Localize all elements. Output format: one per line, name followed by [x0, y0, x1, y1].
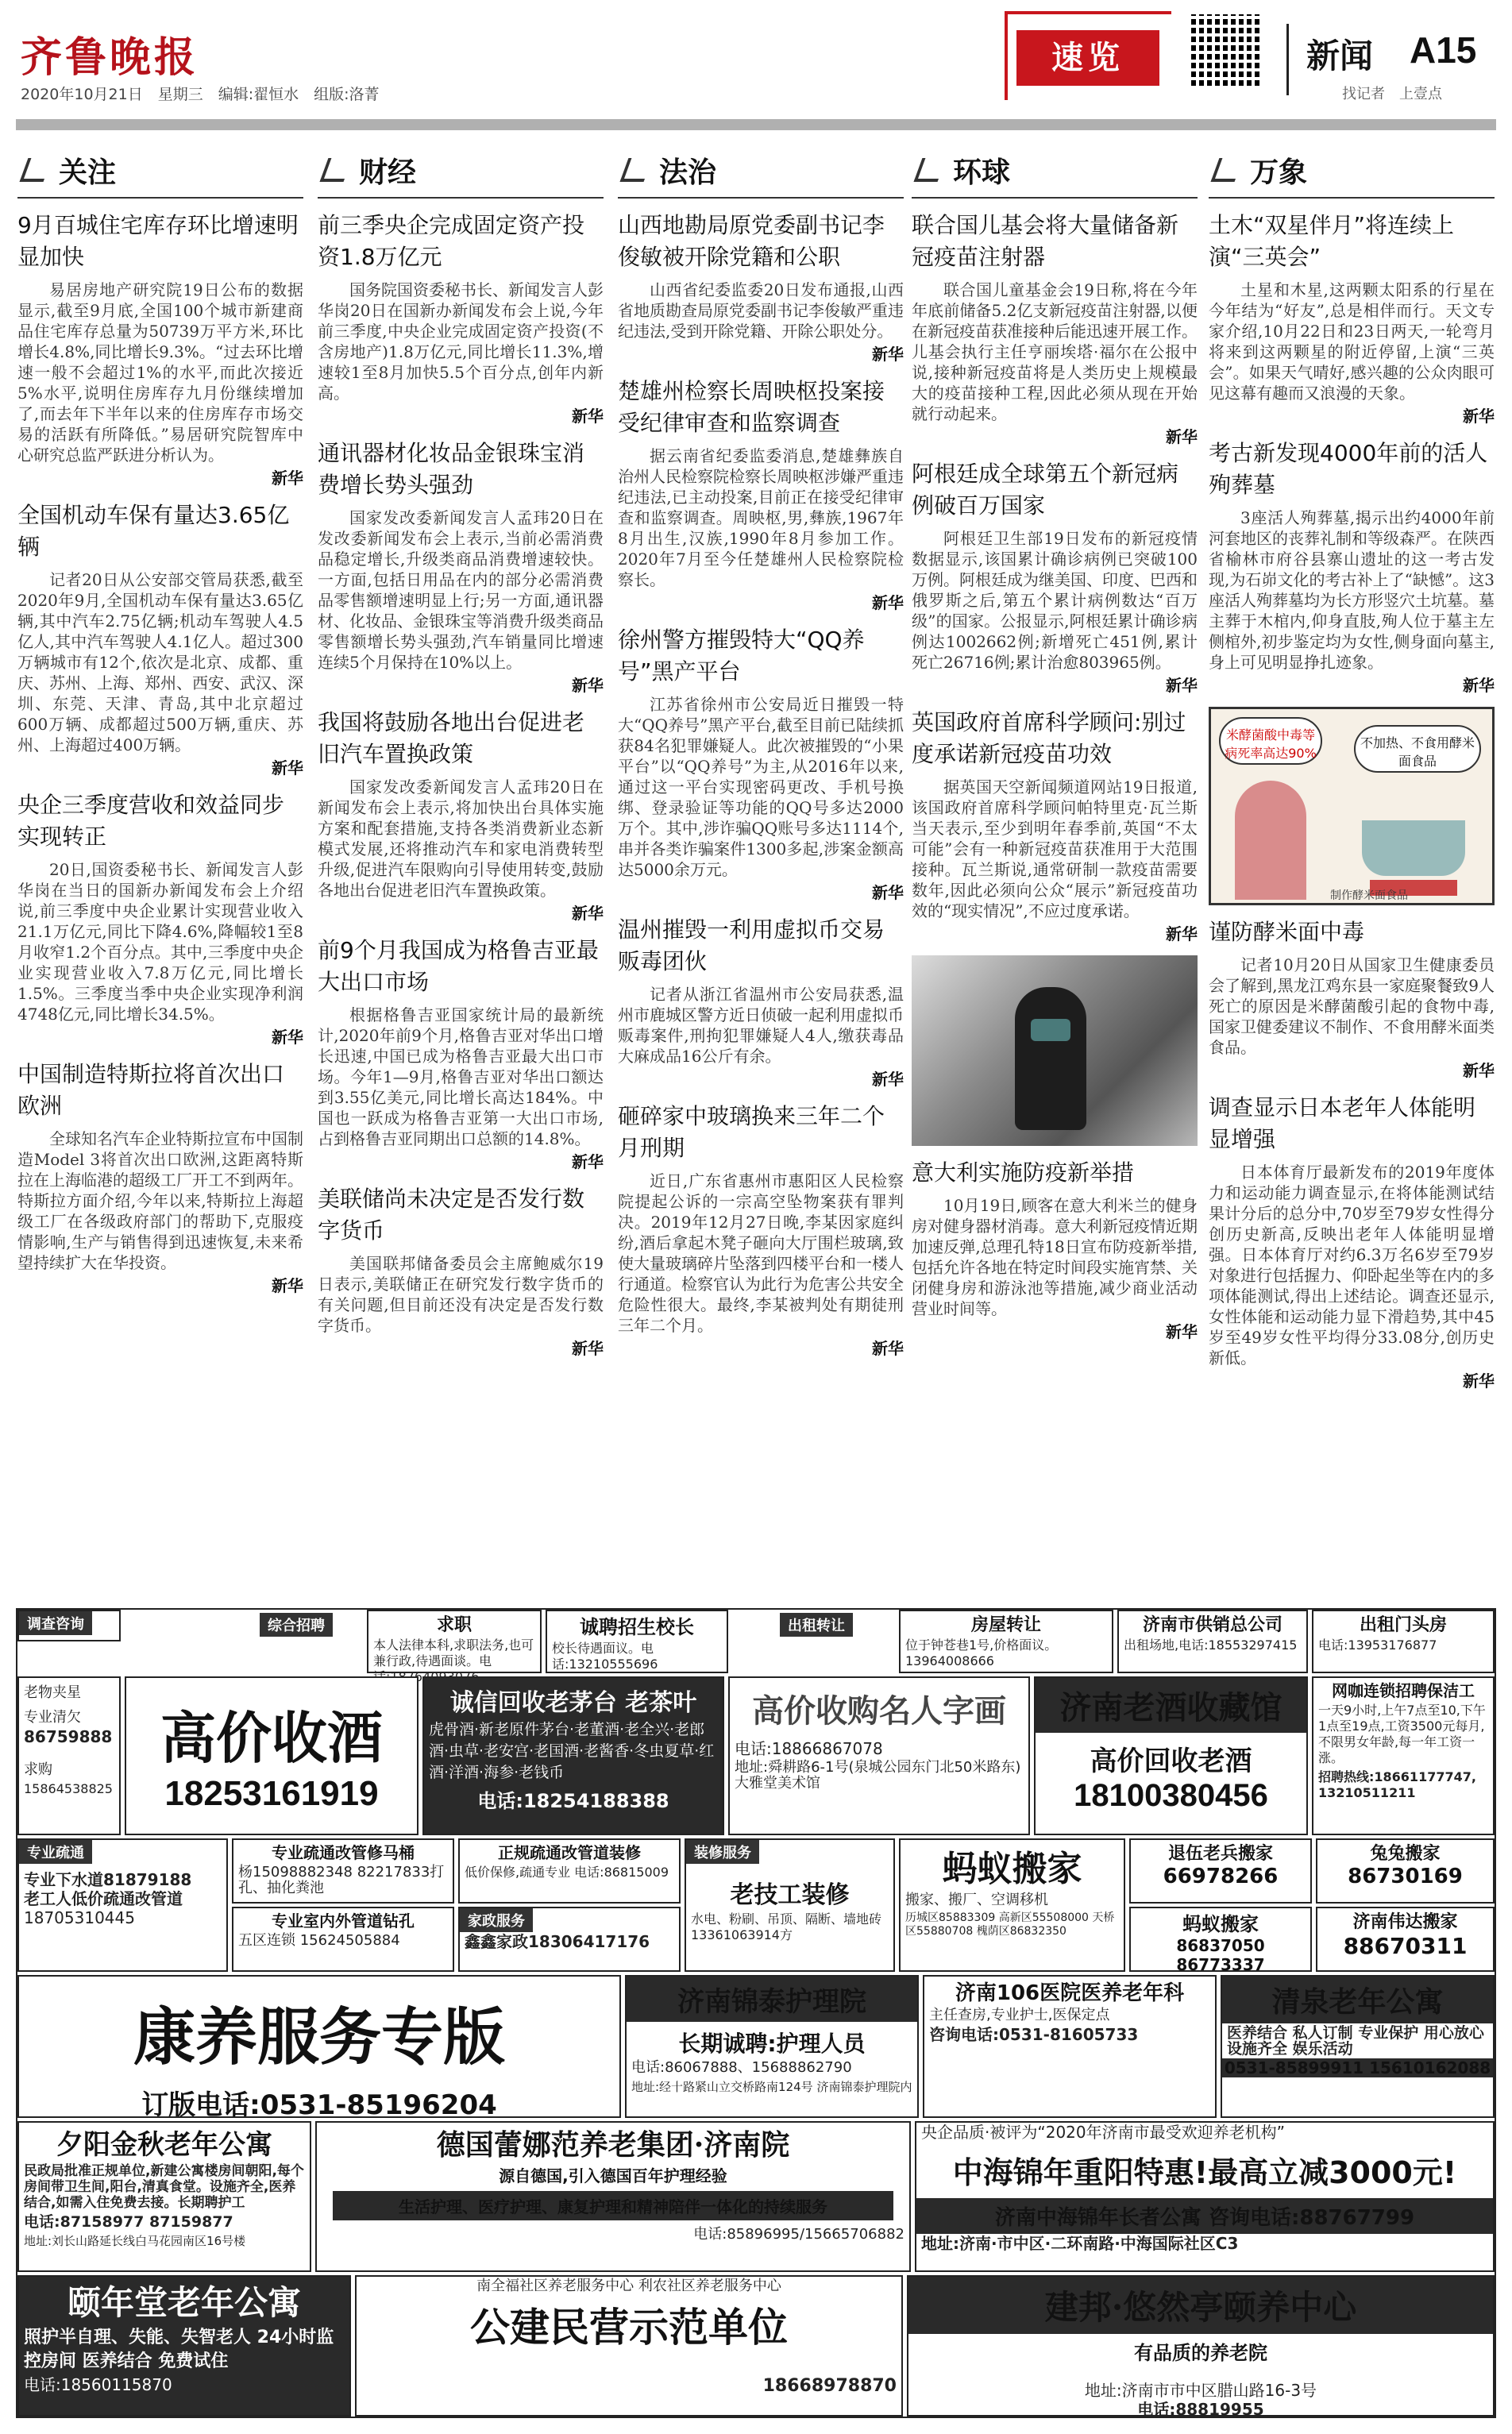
- article-body: 据云南省纪委监委消息,楚雄彝族自治州人民检察院检察长周映枢涉嫌严重违纪违法,已主动投案,目前正在接受纪律审查和监察调查。周映枢,男,彝族,1967年8月出生,汉族,1990年8月参加工作。2020年7月至今任楚雄州人民检察院检察长。: [618, 446, 904, 589]
- article: [318, 438, 604, 696]
- ad-rabbit-moving: 兔兔搬家 86730169: [1316, 1838, 1495, 1904]
- headline: 全国机动车保有量达3.65亿辆: [17, 502, 290, 560]
- column-fazhi: [618, 143, 904, 1359]
- ad-renovation: 装修服务 老技工装修 水电、粉刷、吊顶、隔断、墙地砖13361063914方: [685, 1838, 895, 1972]
- corner-mark-icon: [914, 158, 947, 182]
- headline: 前三季央企完成固定资产投资1.8万亿元: [318, 212, 585, 270]
- byline: 新华: [872, 1339, 904, 1358]
- byline: 新华: [872, 345, 904, 364]
- article-body: 据英国天空新闻频道网站19日报道,该国政府首席科学顾问帕特里克·瓦兰斯当天表示,至少到明年春季前,英国“不太可能”会有一种新冠疫苗获准用于大范围接种。瓦兰斯说,通常研制一款疫苗需要数年,因此必须向公众“展示”新冠疫苗功效的“现实情况”,不应过度承诺。: [912, 777, 1198, 920]
- article: [318, 707, 604, 924]
- article: [618, 624, 904, 903]
- article: [1209, 210, 1495, 426]
- article: [318, 1183, 604, 1359]
- article-body: 江苏省徐州市公安局近日摧毁一特大“QQ养号”黑产平台,截至目前已陆续抓获84名犯罪嫌疑人。此次被摧毁的“小果平台”以“QQ养号”为主,从2016年以来,通过这一平台实现密码更改、手机号换绑、登录验证等功能的QQ号多达2000万个。其中,涉诈骗QQ账号多达1114个,串并各类诈骗案件1300多起,涉案金额高达5000余万元。: [618, 695, 904, 879]
- article-body: 国家发改委新闻发言人孟玮20日在发改委新闻发布会上表示,当前必需消费品稳定增长,升级类商品消费增速较快。一方面,包括日用品在内的部分必需消费品零售额增速明显上行;另一方面,通讯器材、化妆品、金银珠宝等消费升级类商品零售额增长势头强劲,汽车销量同比增速连续5个月保持在10%以上。: [318, 508, 604, 672]
- article-body: 近日,广东省惠州市惠阳区人民检察院提起公诉的一宗高空坠物案获有罪判决。2019年12月27日晚,李某因家庭纠纷,酒后拿起木凳子砸向大厅围栏玻璃,致使大量玻璃碎片坠落到四楼平台和一楼人行通道。检察官认为此行为危害公共安全危险性很大。最终,李某被判处有期徒刑三年二个月。: [618, 1171, 904, 1335]
- byline: 新华: [272, 1276, 303, 1295]
- ad-public-demonstration: 南全福社区养老服务中心 利农社区养老服务中心 公建民营示范单位 18668978870: [355, 2275, 903, 2417]
- byline: 新华: [872, 1070, 904, 1089]
- article-body: 全球知名汽车企业特斯拉宣布中国制造Model 3将首次出口欧洲,这距离特斯拉在上海临港的超级工厂开工不到两年。特斯拉方面介绍,今年以来,特斯拉上海超级工厂在各级政府部门的帮助下,克服疫情影响,生产与销售得到迅速恢复,未来希望持续扩大在华投资。: [17, 1129, 303, 1272]
- article: [618, 376, 904, 613]
- ad-housekeeping: 家政服务 鑫鑫家政18306417176: [458, 1907, 681, 1972]
- headline: 土木“双星伴月”将连续上演“三英会”: [1209, 212, 1455, 270]
- headline: 中国制造特斯拉将首次出口欧洲: [17, 1061, 285, 1119]
- classified-ads: [16, 1608, 1496, 2418]
- article: [912, 210, 1198, 447]
- headline: 考古新发现4000年前的活人殉葬墓: [1209, 440, 1488, 498]
- ad-elderly-care-banner: 康养服务专版 订版电话:0531-85196204: [17, 1975, 621, 2118]
- ad-maotai-recycle: 诚信回收老茅台 老茶叶 虎骨酒·新老原件茅台·老董酒·老全兴·老郎酒·虫草·老安宫·老国酒·老酱香·冬虫夏草·红酒·洋酒·海参·老钱币 电话:18254188388: [422, 1676, 724, 1835]
- article: [912, 458, 1198, 696]
- dateline: 2020年10月21日 星期三 编辑:翟恒水 组版:洛菁: [21, 86, 380, 103]
- ad-house-transfer: 房屋转让 位于钟苍巷1号,价格面议。13964008666: [899, 1610, 1113, 1673]
- speech-bubble: 米酵菌酸中毒等病死率高达90%: [1219, 717, 1322, 765]
- headline: 美联储尚未决定是否发行数字货币: [318, 1186, 585, 1244]
- article-body: 美国联邦储备委员会主席鲍威尔19日表示,美联储正在研究发行数字货币的有关问题,但目前还没有决定是否发行数字货币。: [318, 1254, 604, 1335]
- ad-ant-moving: 蚂蚁搬家 搬家、搬厂、空调移机 历城区85883309 高新区55508000 天桥区55880708 槐荫区86832350: [899, 1838, 1125, 1972]
- headline: 调查显示日本老年人体能明显增强: [1209, 1094, 1476, 1152]
- cartoon-illustration: [1209, 707, 1495, 905]
- speech-bubble: 不加热、不食用酵米面食品: [1354, 725, 1481, 773]
- editor-line: 找记者 上壹点: [1342, 86, 1442, 102]
- ad-calligraphy-buying: 高价收购名人字画 电话:18866867078 地址:舜耕路6-1号(泉城公园东门北50米路东)大雅堂美术馆: [728, 1676, 1030, 1835]
- ad-old-wine-museum: 济南老酒收藏馆 高价回收老酒 18100380456: [1034, 1676, 1308, 1835]
- column-header: 万象: [1209, 143, 1495, 199]
- byline: 新华: [872, 883, 904, 902]
- article-body: 记者10月20日从国家卫生健康委员会了解到,黑龙江鸡东县一家庭聚餐致9人死亡的原因是米酵菌酸引起的食物中毒,国家卫健委建议不制作、不食用酵米面类食品。: [1209, 955, 1495, 1057]
- article: [318, 935, 604, 1172]
- ad-toilet-repair: 专业疏通改管修马桶 杨15098882348 82217833打孔、抽化粪池: [232, 1838, 454, 1904]
- headline: 楚雄州检察长周映枢投案接受纪律审查和监察调查: [618, 378, 885, 436]
- newspaper-logo: 齐鲁晚报: [21, 33, 199, 82]
- section-tag: 速览: [1016, 30, 1159, 86]
- byline: 新华: [1166, 676, 1198, 695]
- person-figure: [1015, 987, 1086, 1130]
- byline: 新华: [1463, 1371, 1495, 1391]
- column-header: 关注: [17, 143, 303, 199]
- mask-shape: [1031, 1019, 1070, 1041]
- byline: 新华: [1166, 427, 1198, 446]
- headline: 通讯器材化妆品金银珠宝消费增长势头强劲: [318, 440, 585, 498]
- ad-job-seeking: 求职 本人法律本科,求职法务,也可兼行政,待遇面谈。电 87640: [367, 1610, 542, 1673]
- column-header: 财经: [318, 143, 604, 199]
- byline: 新华: [1463, 676, 1495, 695]
- ad-pipe-repair: 正规疏通改管道装修 低价保修,疏通专业 电话:86815009: [458, 1838, 681, 1904]
- ad-renafan-group: 德国蕾娜范养老集团·济南院 源自德国,引入德国百年护理经验 生活护理、医疗护理、康复护理和精神陪伴一体化的持续服务 电话:85896995/15665706882: [315, 2121, 911, 2272]
- column-wanxiang: [1209, 143, 1495, 1391]
- corner-mark-icon: [20, 158, 52, 182]
- corner-mark-icon: [320, 158, 353, 182]
- ad-ant-moving-2: 蚂蚁搬家 86837050 86773337: [1129, 1907, 1312, 1972]
- ad-weida-moving: 济南伟达搬家 88670311: [1316, 1907, 1495, 1972]
- ad-label: 综合招聘: [260, 1613, 363, 1641]
- article: [618, 914, 904, 1090]
- article: [1209, 916, 1495, 1081]
- gym-photo: [912, 955, 1198, 1146]
- headline: 意大利实施防疫新举措: [912, 1159, 1135, 1186]
- column-caijing: [318, 143, 604, 1359]
- ad-veteran-moving: 退伍老兵搬家 66978266: [1129, 1838, 1312, 1904]
- qr-code-overlay: [1191, 14, 1263, 86]
- headline: 前9个月我国成为格鲁吉亚最大出口市场: [318, 937, 599, 995]
- column-header: 法治: [618, 143, 904, 199]
- article: [1209, 438, 1495, 696]
- column-huanqiu: [912, 143, 1198, 1342]
- top-rule: [16, 119, 1496, 130]
- headline: 英国政府首席科学顾问:别过度承诺新冠疫苗功效: [912, 709, 1186, 767]
- headline: 联合国儿基会将大量储备新冠疫苗注射器: [912, 212, 1179, 270]
- ad-xiyang-apartment: 夕阳金秋老年公寓 民政局批准正规单位,新建公寓楼房间朝阳,每个房间带卫生间,阳台,清真食堂。设施齐全,医养结合,如需入住免费去接。长期聘护工 电话:87158977 87159877 地址:刘长山路延长线白马花园南区16号楼: [17, 2121, 311, 2272]
- ad-106-hospital: 济南106医院医养老年科 主任查房,专业护士,医保定点 咨询电话:0531-81605733: [923, 1975, 1217, 2118]
- article-body: 记者20日从公安部交管局获悉,截至2020年9月,全国机动车保有量达3.65亿辆,其中汽车2.75亿辆;机动车驾驶人4.5亿人,其中汽车驾驶人4.1亿人。超过300万辆城市有12个,依次是北京、成都、重庆、苏州、上海、郑州、西安、武汉、深圳、东莞、天津、青岛,其中北京超过600万辆、成都超过500万辆,重庆、苏州、上海超过400万辆。: [17, 570, 303, 754]
- corner-mark-icon: [1211, 158, 1244, 182]
- byline: 新华: [272, 1028, 303, 1047]
- article: [17, 500, 303, 778]
- article-body: 阿根廷卫生部19日发布的新冠疫情数据显示,该国累计确诊病例已突破100万例。阿根廷成为继美国、印度、巴西和俄罗斯之后,第五个累计病例数达“百万级”的国家。公报显示,阿根廷累计确诊病例达1002662例;新增死亡451例,累计死亡26716例;累计治愈803965例。: [912, 529, 1198, 672]
- ad-jianbang-youranting: 建邦·悠然亭颐养中心 有品质的养老院 地址:济南市市中区腊山路16-3号 电话:88819955: [907, 2275, 1495, 2417]
- byline: 新华: [872, 593, 904, 612]
- ad-label: 出租转让: [780, 1613, 883, 1641]
- ad-drilling: 专业室内外管道钻孔 五区连锁 15624505884: [232, 1907, 454, 1972]
- article: [17, 1059, 303, 1296]
- ad-storefront-rent: 出租门头房 电话:13953176877: [1312, 1610, 1495, 1673]
- section-name: 新闻: [1306, 37, 1374, 75]
- byline: 新华: [572, 676, 604, 695]
- headline: 谨防酵米面中毒: [1209, 919, 1365, 945]
- article: [618, 1101, 904, 1359]
- page-number: A15: [1410, 29, 1477, 71]
- ad-principal-hiring: 诚聘招生校长 校长待遇面议。电话:13210555696: [546, 1610, 728, 1673]
- article-body: 国家发改委新闻发言人孟玮20日在新闻发布会上表示,将加快出台具体实施方案和配套措施,支持各类消费新业态新模式发展,还将推动汽车和家电消费转型升级,促进汽车限购向引导使用转变,鼓励各地出台促进老旧汽车置换政策。: [318, 777, 604, 900]
- article-body: 20日,国资委秘书长、新闻发言人彭华岗在当日的国新办新闻发布会上介绍说,前三季度中央企业累计实现营业收入21.1万亿元,同比下降4.6%,降幅较1至8月收窄1.2个百分点。其中,三季度中央企业实现营业收入7.8万亿元,同比增长1.5%。三季度当季中央企业实现净利润4748亿元,同比增长34.5%。: [17, 860, 303, 1024]
- ad-cleaner-hiring: 网咖连锁招聘保洁工 一天9小时,上午7点至10,下午1点至19点,工资3500元每月,不限男女年龄,每一年工资一涨。 招聘热线:18661177747, 13210511211: [1312, 1676, 1495, 1835]
- headline: 砸碎家中玻璃换来三年二个月刑期: [618, 1103, 885, 1161]
- byline: 新华: [1463, 407, 1495, 426]
- article-body: 日本体育厅最新发布的2019年度体力和运动能力调查显示,在将体能测试结果计分后的总分中,70岁至79岁女性得分创历史新高,反映出老年人体能明显增强。日本体育厅对约6.3万名6岁至79岁对象进行包括握力、仰卧起坐等在内的多项体能测试,得出上述结论。调查还显示,女性体能和运动能力显下滑趋势,其中45岁至49岁女性平均得分33.08分,创历史新低。: [1209, 1163, 1495, 1367]
- byline: 新华: [272, 758, 303, 777]
- headline: 温州摧毁一利用虚拟币交易贩毒团伙: [618, 916, 885, 974]
- byline: 新华: [572, 904, 604, 923]
- column-guanzhu: [17, 143, 303, 1296]
- masthead: [0, 0, 1512, 127]
- ad-supply-company: 济南市供销总公司 出租场地,电话:18553297415: [1117, 1610, 1308, 1673]
- article-body: 根据格鲁吉亚国家统计局的最新统计,2020年前9个月,格鲁吉亚对华出口增长迅速,中国已成为格鲁吉亚最大出口市场。今年1—9月,格鲁吉亚对华出口额达到3.55亿美元,同比增长高达184%。中国也一跃成为格鲁吉亚第一大出口市场,占到格鲁吉亚同期出口总额的14.8%。: [318, 1005, 604, 1148]
- article: [912, 707, 1198, 944]
- article-body: 易居房地产研究院19日公布的数据显示,截至9月底,全国100个城市新建商品住宅库存总量为50739万平方米,环比增长4.8%,同比增长9.3%。“过去环比增速一般不会超过1%的水平,而此次接近5%水平,说明住房库存九月份继续增加了,而去年下半年以来的住房库存市场交易的活跃有所降低。”易居研究院智库中心研究总监严跃进分析认为。: [17, 280, 303, 465]
- ad-jintai-nursing: 济南锦泰护理院 长期诚聘:护理人员 电话:86067888、15688862790 地址:经十路紧山立交桥路南124号 济南锦泰护理院内: [625, 1975, 919, 2118]
- pot-shape: [1362, 820, 1465, 876]
- corner-mark-icon: [620, 158, 653, 182]
- byline: 新华: [1166, 1322, 1198, 1341]
- ad-wine-buying: 高价收酒 18253161919: [125, 1676, 418, 1835]
- ad-qingquan-apartment: 清泉老年公寓 医养结合 私人订制 专业保护 用心放心 设施齐全 娱乐活动 0531-85899911 15610162088: [1221, 1975, 1495, 2118]
- article: [17, 789, 303, 1047]
- cartoon-caption: 制作酵米面食品: [1330, 889, 1408, 902]
- headline: 9月百城住宅库存环比增速明显加快: [17, 212, 299, 270]
- byline: 新华: [572, 1339, 604, 1358]
- article-body: 10月19日,顾客在意大利米兰的健身房对健身器材消毒。意大利新冠疫情近期加速反弹,总理孔特18日宣布防疫新举措,包括允许各地在特定时间段实施宵禁、关闭健身房和游泳池等措施,减少商业活动营业时间等。: [912, 1196, 1198, 1318]
- article-body: 3座活人殉葬墓,揭示出约4000年前河套地区的丧葬礼制和等级森严。在陕西省榆林市府谷县寨山遗址的这一考古发现,为石峁文化的考古补上了“缺憾”。这3座活人殉葬墓均为长方形竖穴土坑墓。墓主葬于木棺内,仰身直肢,殉人位于墓主左侧棺外,初步鉴定均为女性,侧身面向墓主,身上可见明显挣扎迹象。: [1209, 508, 1495, 672]
- ad-label: 调查咨询: [17, 1610, 121, 1641]
- ad-zhonghai-jinnian: 央企品质·被评为“2020年济南市最受欢迎养老机构” 中海锦年重阳特惠!最高立减3000元! 济南中海锦年长者公寓 咨询电话:88767799 地址:济南·市中区·二环南路·中海国际社区C3: [915, 2121, 1495, 2272]
- article-body: 土星和木星,这两颗太阳系的行星在今年结为“好友”,总是相伴而行。天文专家介绍,10月22日和23日两天,一轮弯月将来到这两颗星的附近停留,上演“三英会”。如果天气晴好,感兴趣的公众肉眼可见这幕有趣而又浪漫的天象。: [1209, 280, 1495, 403]
- divider: [1286, 24, 1289, 95]
- article: [1209, 1092, 1495, 1391]
- ad-yinian-apartment: 颐年堂老年公寓 照护半自理、失能、失智老人 24小时监控房间 医养结合 免费试住 电话:18560115870: [17, 2275, 351, 2417]
- article: [618, 210, 904, 365]
- headline: 阿根廷成全球第五个新冠病例破百万国家: [912, 461, 1179, 519]
- headline: 央企三季度营收和效益同步实现转正: [17, 792, 285, 850]
- article: [318, 210, 604, 426]
- byline: 新华: [1463, 1061, 1495, 1080]
- headline: 山西地勘局原党委副书记李俊敏被开除党籍和公职: [618, 212, 885, 270]
- person-figure: [1235, 781, 1306, 900]
- byline: 新华: [572, 1152, 604, 1171]
- headline: 我国将鼓励各地出台促进老旧汽车置换政策: [318, 709, 585, 767]
- byline: 新华: [272, 469, 303, 488]
- article-body: 山西省纪委监委20日发布通报,山西省地质勘查局原党委副书记李俊敏严重违纪违法,受到开除党籍、开除公职处分。: [618, 280, 904, 341]
- byline: 新华: [1166, 924, 1198, 943]
- byline: 新华: [572, 407, 604, 426]
- article-body: 记者从浙江省温州市公安局获悉,温州市鹿城区警方近日侦破一起利用虚拟币贩毒案件,刑拘犯罪嫌疑人4人,缴获毒品大麻成品16公斤有余。: [618, 985, 904, 1066]
- article: [17, 210, 303, 488]
- ad-debt-collection: 老物夹星 专业清欠 86759888 求购 15864538825: [17, 1676, 121, 1835]
- ad-plumbing: 专业疏通 专业下水道81879188 老工人低价疏通改管道 18705310445: [17, 1838, 228, 1972]
- article: [912, 1157, 1198, 1342]
- headline: 徐州警方摧毁特大“QQ养号”黑产平台: [618, 627, 865, 685]
- article-body: 国务院国资委秘书长、新闻发言人彭华岗20日在国新办新闻发布会上说,今年前三季度,中央企业完成固定资产投资(不含房地产)1.8万亿元,同比增长11.3%,增速较1至8月加快5.5个百分点,创年内新高。: [318, 280, 604, 403]
- article-body: 联合国儿童基金会19日称,将在今年年底前储备5.2亿支新冠疫苗注射器,以便在新冠疫苗获准接种后能迅速开展工作。儿基会执行主任亨丽埃塔·福尔在公报中说,接种新冠疫苗将是人类历史上规模最大的疫苗接种工程,因此必须从现在开始就行动起来。: [912, 280, 1198, 423]
- column-header: 环球: [912, 143, 1198, 199]
